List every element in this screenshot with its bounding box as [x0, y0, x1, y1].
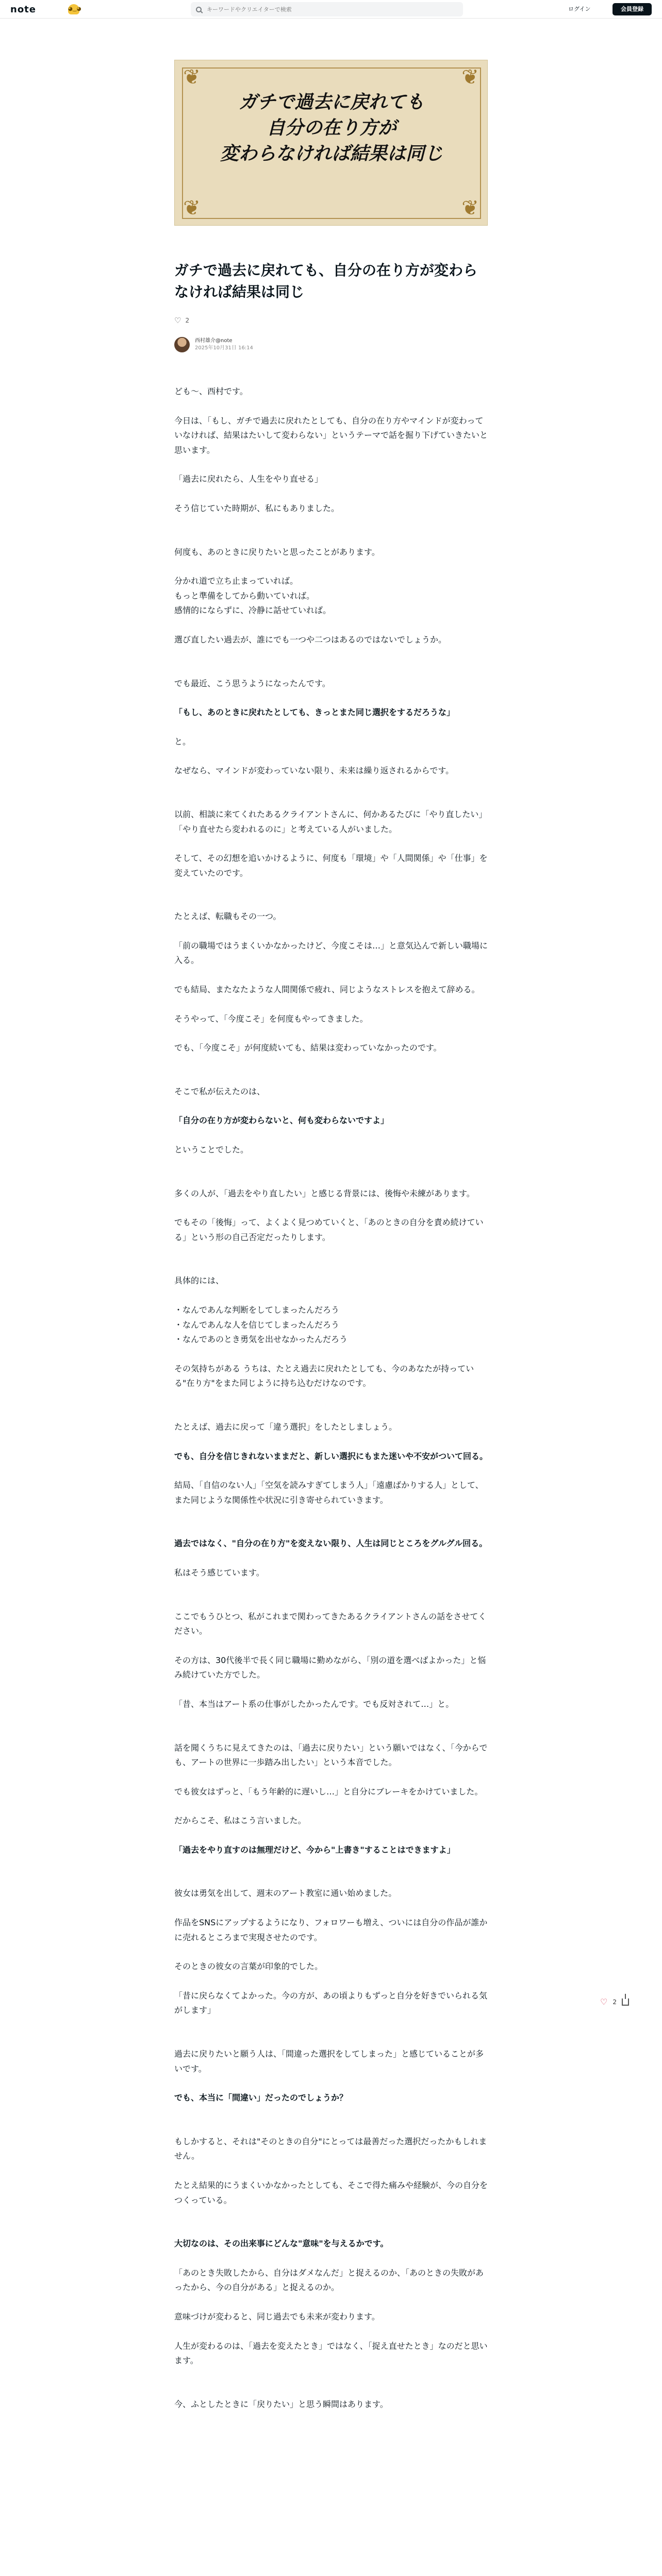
article-paragraph: [174, 2222, 488, 2236]
note-logo[interactable]: note: [10, 4, 36, 15]
article-paragraph: そして、その幻想を追いかけるように、何度も「環境」や「人間関係」や「仕事」を変えていたのです。: [174, 853, 488, 878]
article-paragraph: [174, 399, 488, 414]
publish-date: 2025年10月31日 16:14: [195, 345, 253, 351]
article-paragraph: [174, 1405, 488, 1420]
article-paragraph: そう信じていた時期が、私にもありました。: [174, 503, 340, 513]
signup-button[interactable]: 会員登録: [613, 3, 652, 15]
article-paragraph: 「あのとき失敗したから、自分はダメなんだ」と捉えるのか、「あのときの失敗があったから、今の自分がある」と捉えるのか。: [174, 2267, 484, 2293]
floating-like-count: 2: [613, 1998, 617, 2006]
article-paragraph: でも、自分を信じきれないままだと、新しい選択にもまた迷いや不安がついて回る。: [174, 1451, 488, 1461]
article-paragraph: 具体的には、: [174, 1276, 224, 1286]
share-icon[interactable]: [622, 1998, 629, 2006]
login-button[interactable]: ログイン: [562, 3, 597, 15]
article-paragraph: [174, 793, 488, 807]
article-paragraph: でも、「今度こそ」が何度続いても、結果は変わっていなかったのです。: [174, 1043, 442, 1053]
article-paragraph: 私はそう感じています。: [174, 1567, 264, 1578]
article-paragraph: [174, 662, 488, 676]
article-paragraph: でも、本当に「間違い」だったのでしょうか？: [174, 2093, 348, 2103]
avatar[interactable]: [174, 337, 190, 352]
article-paragraph: もっと準備をしてから動いていれば。: [174, 590, 315, 601]
article-paragraph: [174, 1581, 488, 1595]
note-mascot-icon: ◕‿◕: [68, 4, 79, 14]
article-paragraph: [174, 1099, 488, 1113]
article-paragraph: [174, 1507, 488, 1522]
ornament-icon: ❦: [183, 196, 201, 220]
article-paragraph: [174, 1857, 488, 1872]
article-paragraph: [174, 1070, 488, 1084]
article-paragraph: [174, 968, 488, 982]
article-paragraph: [174, 1799, 488, 1814]
article-paragraph: ここでもうひとつ、私がこれまで関わってきたあるクライアントさんの話をさせてください。: [174, 1611, 487, 1636]
article-paragraph: と。: [174, 736, 191, 747]
article-paragraph: 大切なのは、その出来事にどんな"意味"を与えるかです。: [174, 2239, 389, 2249]
article-paragraph: なぜなら、マインドが変わっていない限り、未来は繰り返されるからです。: [174, 766, 454, 776]
article-paragraph: [174, 516, 488, 531]
article-paragraph: [174, 1259, 488, 1274]
article-paragraph: もしかすると、それは"そのときの自分"にとっては最善だった選択だったかもしれません。: [174, 2136, 487, 2161]
article-paragraph: [174, 2325, 488, 2339]
article-paragraph: [174, 1289, 488, 1303]
article-paragraph: [174, 2368, 488, 2383]
article-paragraph: 作品をSNSにアップするようになり、フォロワーも増え、ついには自分の作品が誰かに売れるところまで実現させたのです。: [174, 1918, 488, 1942]
search-icon: [196, 7, 202, 12]
article-paragraph: [174, 1245, 488, 1259]
article-paragraph: [174, 1172, 488, 1187]
article-paragraph: [174, 1026, 488, 1041]
search-box[interactable]: [191, 2, 463, 16]
article-paragraph: 「過去に戻れたら、人生をやり直せる」: [174, 474, 323, 484]
article-paragraph: [174, 880, 488, 895]
article-paragraph: [174, 531, 488, 545]
article-paragraph: 「昔、本当はアート系の仕事がしたかったんです。でも反対されて…」と。: [174, 1699, 454, 1709]
article-paragraph: [174, 1595, 488, 1609]
article-paragraph: [174, 778, 488, 793]
article-paragraph: [174, 1464, 488, 1478]
article-paragraph: 感情的にならずに、冷静に話せていれば。: [174, 605, 332, 616]
article-paragraph: [174, 2164, 488, 2178]
article-paragraph: [174, 618, 488, 633]
article-paragraph: でもその「後悔」って、よくよく見つめていくと、「あのときの自分を責め続けている」という形の自己否定だったりします。: [174, 1217, 484, 1242]
author-block[interactable]: [174, 337, 253, 352]
article-paragraph: 「昔に戻らなくてよかった。今の方が、あの頃よりもずっと自分を好きでいられる気がします」: [174, 1990, 488, 2015]
article-paragraph: [174, 487, 488, 501]
article-paragraph: そのときの彼女の言葉が印象的でした。: [174, 1961, 323, 1972]
article-paragraph: [174, 1391, 488, 1405]
article-paragraph: [174, 1945, 488, 1959]
article-paragraph: ・なんであんな判断をしてしまったんだろう: [174, 1305, 340, 1315]
hero-text: [175, 89, 488, 166]
article-paragraph: [174, 691, 488, 705]
article-paragraph: [174, 837, 488, 851]
article-paragraph: 「もし、あのときに戻れたとしても、きっとまた同じ選択をするだろうな」: [174, 707, 455, 718]
article-paragraph: [174, 1770, 488, 1785]
article-paragraph: ・なんであのとき勇気を出せなかったんだろう: [174, 1334, 348, 1345]
article-paragraph: [174, 2032, 488, 2047]
article-paragraph: [174, 648, 488, 662]
heart-icon[interactable]: ♡: [600, 1997, 608, 2007]
floating-action-bar: [600, 1997, 629, 2007]
article-paragraph: [174, 2076, 488, 2091]
search-input[interactable]: [207, 6, 444, 13]
article-paragraph: [174, 1828, 488, 1843]
article-paragraph: [174, 1158, 488, 1172]
article-paragraph: その気持ちがある うちは、たとえ過去に戻れたとしても、今のあなたが持っている"在り方"をまた同じように持ち込むだけなのです。: [174, 1363, 474, 1388]
article-paragraph: [174, 1201, 488, 1215]
article-paragraph: [174, 457, 488, 472]
article-paragraph: [174, 1683, 488, 1697]
article-body: [174, 384, 488, 2412]
article-paragraph: 以前、相談に来てくれたあるクライアントさんに、何かあるたびに「やり直したい」「やり直せたら変われるのに」と考えている人がいました。: [174, 809, 487, 834]
article-paragraph: 人生が変わるのは、「過去を変えたとき」ではなく、「捉え直せたとき」なのだと思います。: [174, 2341, 488, 2366]
article-paragraph: ということでした。: [174, 1145, 249, 1155]
article-paragraph: [174, 1901, 488, 1916]
article-paragraph: 「自分の在り方が変わらないと、何も変わらないですよ」: [174, 1115, 389, 1126]
article-paragraph: 多くの人が、「過去をやり直したい」と感じる背景には、後悔や未練があります。: [174, 1188, 475, 1198]
article-paragraph: [174, 2208, 488, 2222]
article-paragraph: [174, 560, 488, 574]
article-paragraph: [174, 720, 488, 735]
article-paragraph: でも最近、こう思うようになったんです。: [174, 678, 330, 688]
ornament-icon: ❦: [461, 196, 479, 220]
article-paragraph: [174, 749, 488, 764]
ornament-icon: ❦: [183, 65, 201, 89]
article-paragraph: [174, 1056, 488, 1070]
like-count: 2: [185, 317, 190, 324]
article-paragraph: [174, 2295, 488, 2310]
article-paragraph: [174, 997, 488, 1012]
article-paragraph: でも彼女はずっと、「もう年齢的に遅いし…」と自分にブレーキをかけていました。: [174, 1786, 483, 1797]
article-paragraph: 結局、「自信のない人」「空気を読みすぎてしまう人」「遠慮ばかりする人」として、また同じような関係性や状況に引き寄せられていきます。: [174, 1480, 484, 1505]
article-paragraph: [174, 1712, 488, 1726]
article-paragraph: 今、ふとしたときに「戻りたい」と思う瞬間はあります。: [174, 2399, 388, 2409]
article-paragraph: たとえ結果的にうまくいかなかったとしても、そこで得た痛みや経験が、今の自分をつくっている。: [174, 2180, 488, 2205]
article-paragraph: [174, 1726, 488, 1741]
article-paragraph: そこで私が伝えたのは、: [174, 1086, 266, 1096]
article-paragraph: ・なんであんな人を信じてしまったんだろう: [174, 1319, 340, 1330]
article-paragraph: [174, 895, 488, 909]
like-row: [174, 316, 189, 325]
article-paragraph: [174, 1974, 488, 1989]
article-paragraph: 選び直したい過去が、誰にでも一つや二つはあるのではないでしょうか。: [174, 634, 447, 645]
article-paragraph: 彼女は勇気を出して、週末のアート教室に通い始めました。: [174, 1888, 397, 1899]
hero-line: ガチで過去に戻れても: [238, 91, 424, 113]
article-paragraph: たとえば、転職もその一つ。: [174, 911, 282, 922]
article-paragraph: ども〜、西村です。: [174, 386, 248, 396]
article-paragraph: [174, 1347, 488, 1362]
article-paragraph: [174, 2383, 488, 2397]
article-paragraph: 分かれ道で立ち止まっていれば。: [174, 576, 299, 586]
site-header: [0, 0, 662, 19]
article-paragraph: 話を聞くうちに見えてきたのは、「過去に戻りたい」という願いではなく、「今からでも、アートの世界に一歩踏み出したい」という本音でした。: [174, 1742, 488, 1768]
article-paragraph: その方は、30代後半で長く同じ職場に勤めながら、「別の道を選べばよかった」と悩み続けていた方でした。: [174, 1655, 486, 1680]
article-paragraph: [174, 1872, 488, 1886]
heart-icon[interactable]: ♡: [174, 316, 181, 325]
article-paragraph: [174, 1639, 488, 1653]
article-paragraph: 「前の職場ではうまくいかなかったけど、今度こそは…」と意気込んで新しい職場に入る。: [174, 940, 488, 965]
article-paragraph: [174, 2106, 488, 2120]
article-paragraph: [174, 1128, 488, 1143]
article-paragraph: 意味づけが変わると、同じ過去でも未来が変わります。: [174, 2311, 380, 2321]
article-paragraph: でも結局、またなたような人間関係で疲れ、同じようなストレスを抱えて辞める。: [174, 985, 480, 995]
author-name[interactable]: 西村雄介@note: [195, 338, 233, 344]
hero-image: [174, 60, 488, 226]
article-title: ガチで過去に戻れても、自分の在り方が変わらなければ結果は同じ: [174, 262, 478, 300]
article-paragraph: 過去ではなく、"自分の在り方"を変えない限り、人生は同じところをグルグル回る。: [174, 1538, 488, 1549]
article-paragraph: 何度も、あのときに戻りたいと思ったことがあります。: [174, 547, 380, 557]
article-paragraph: [174, 924, 488, 939]
ornament-icon: ❦: [461, 65, 479, 89]
hero-line: 自分の在り方が: [266, 117, 396, 139]
article-paragraph: だからこそ、私はこう言いました。: [174, 1816, 306, 1826]
article-paragraph: [174, 1435, 488, 1449]
article-paragraph: [174, 2018, 488, 2032]
article-paragraph: 過去に戻りたいと願う人は、「間違った選択をしてしまった」と感じていることが多いです。: [174, 2049, 484, 2074]
article-paragraph: [174, 1522, 488, 1536]
article-paragraph: 今日は、「もし、ガチで過去に戻れたとしても、自分の在り方やマインドが変わっていなければ、結果はたいして変わらない」というテーマで話を掘り下げていきたいと思います。: [174, 415, 488, 455]
article-paragraph: そうやって、「今度こそ」を何度もやってきました。: [174, 1013, 368, 1024]
article-paragraph: [174, 2251, 488, 2266]
hero-line: 変わらなければ結果は同じ: [220, 143, 443, 164]
article-paragraph: たとえば、過去に戻って「違う選択」をしたとしましょう。: [174, 1421, 398, 1432]
article-paragraph: 「過去をやり直すのは無理だけど、今から"上書き"することはできますよ」: [174, 1844, 455, 1855]
article-paragraph: [174, 2120, 488, 2134]
article-paragraph: [174, 1551, 488, 1566]
